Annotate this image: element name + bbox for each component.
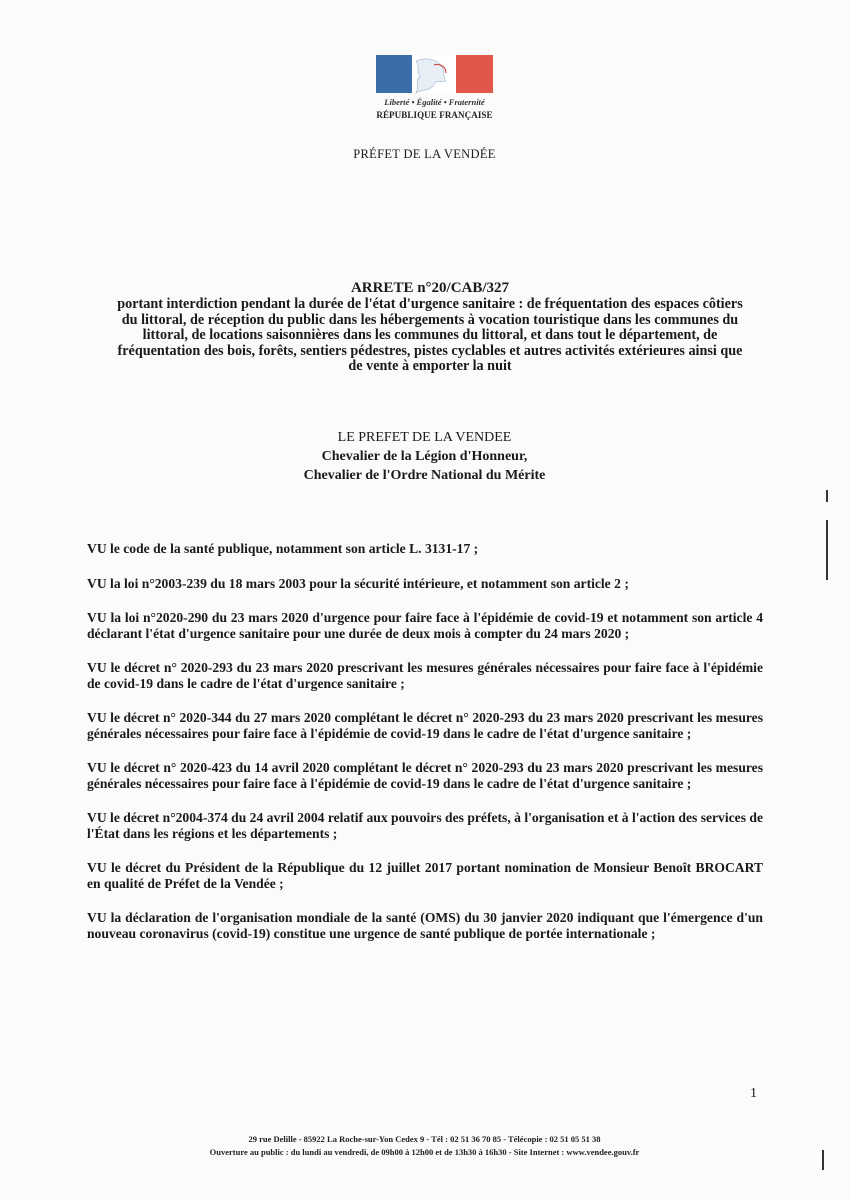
- consideration-item: [87, 576, 763, 592]
- flag-icon: [376, 55, 493, 95]
- vu-keyword: VU: [87, 575, 107, 591]
- consideration-item: [87, 810, 763, 841]
- vu-keyword: VU: [87, 660, 107, 675]
- motto: Liberté • Égalité • Fraternité: [384, 97, 485, 107]
- consideration-text: le décret n° 2020-423 du 14 avril 2020 complétant le décret n° 2020-293 du 23 mars 2020 prescrivant les mesures générales nécessaires pour faire face à l'épidémie de covid-19 dans le cadre de l'état d'urgence sanitaire ;: [87, 760, 763, 791]
- footer-hours: Ouverture au public : du lundi au vendredi, de 09h00 à 12h00 et de 13h30 à 16h30 - Site Internet : www.vendee.gouv.fr: [209, 1147, 640, 1157]
- decree-subject-line: littoral, de locations saisonnières dans les communes du littoral, et dans tout le département, de: [142, 327, 718, 343]
- consideration-item: [87, 610, 763, 641]
- decree-title: [60, 279, 800, 375]
- honor-merite: Chevalier de l'Ordre National du Mérite: [303, 468, 546, 483]
- vu-keyword: VU: [87, 860, 107, 875]
- considerations-list: [87, 541, 763, 960]
- consideration-item: [87, 910, 763, 941]
- consideration-text: le décret n° 2020-344 du 27 mars 2020 complétant le décret n° 2020-293 du 23 mars 2020 prescrivant les mesures générales nécessaires pour faire face à l'épidémie de covid-19 dans le cadre de l'état d'urgence sanitaire ;: [87, 710, 764, 741]
- consideration-item: [87, 710, 763, 741]
- prefet-name: LE PREFET DE LA VENDEE: [337, 430, 512, 445]
- vu-keyword: VU: [87, 610, 107, 625]
- footer-address: 29 rue Delille - 85922 La Roche-sur-Yon Cedex 9 - Tél : 02 51 36 70 85 - Télécopie : 02 51 05 51 38: [248, 1134, 601, 1144]
- vu-keyword: VU: [87, 910, 107, 925]
- vu-keyword: VU: [87, 710, 107, 725]
- consideration-item: [87, 541, 763, 557]
- scan-artifact: [826, 520, 828, 580]
- consideration-item: [87, 860, 763, 891]
- decree-number: ARRETE n°20/CAB/327: [350, 280, 510, 296]
- scan-artifact: [826, 490, 828, 502]
- consideration-item: [87, 660, 763, 691]
- vu-keyword: VU: [87, 810, 107, 825]
- decree-subject-line: portant interdiction pendant la durée de l'état d'urgence sanitaire : de fréquentation des espaces côtiers: [117, 296, 743, 312]
- republic-label: RÉPUBLIQUE FRANÇAISE: [376, 110, 493, 120]
- vu-keyword: VU: [87, 760, 107, 775]
- consideration-item: [87, 760, 763, 791]
- page-number: 1: [750, 1086, 757, 1101]
- consideration-text: la déclaration de l'organisation mondiale de la santé (OMS) du 30 janvier 2020 indiquant que l'émergence d'un nouveau coronavirus (covid-19) constitue une urgence de santé publique de portée internationale ;: [87, 910, 763, 941]
- prefet-header: PRÉFET DE LA VENDÉE: [353, 147, 496, 161]
- consideration-text: la loi n°2003-239 du 18 mars 2003 pour la sécurité intérieure, et notamment son article 2 ;: [110, 575, 629, 591]
- vu-keyword: VU: [87, 541, 107, 556]
- decree-subject-line: fréquentation des bois, forêts, sentiers pédestres, pistes cyclables et autres activités extérieures ainsi que: [117, 342, 743, 359]
- consideration-text: le décret n°2004-374 du 24 avril 2004 relatif aux pouvoirs des préfets, à l'organisation et à l'action des services de l'État dans les régions et les départements ;: [87, 810, 763, 841]
- marianne-logo: [372, 55, 497, 125]
- honor-legion: Chevalier de la Légion d'Honneur,: [321, 449, 528, 464]
- decree-subject-line: du littoral, de réception du public dans les hébergements à vocation touristique dans les communes du: [121, 311, 739, 328]
- consideration-text: le décret n° 2020-293 du 23 mars 2020 prescrivant les mesures générales nécessaires pour faire face à l'épidémie de covid-19 dans le cadre de l'état d'urgence sanitaire ;: [87, 660, 763, 691]
- consideration-text: le code de la santé publique, notamment son article L. 3131-17 ;: [110, 541, 479, 556]
- scan-artifact: [822, 1150, 824, 1170]
- decree-subject-line: de vente à emporter la nuit: [348, 358, 512, 374]
- authority-block: [0, 428, 849, 485]
- consideration-text: le décret du Président de la République du 12 juillet 2017 portant nomination de Monsieur Benoît BROCART en qualité de Préfet de la Vendée ;: [87, 860, 763, 891]
- consideration-text: la loi n°2020-290 du 23 mars 2020 d'urgence pour faire face à l'épidémie de covid-19 et notamment son article 4 déclarant l'état d'urgence sanitaire pour une durée de deux mois à compter du 24 mars 2020 ;: [87, 610, 763, 641]
- footer: [0, 1133, 849, 1159]
